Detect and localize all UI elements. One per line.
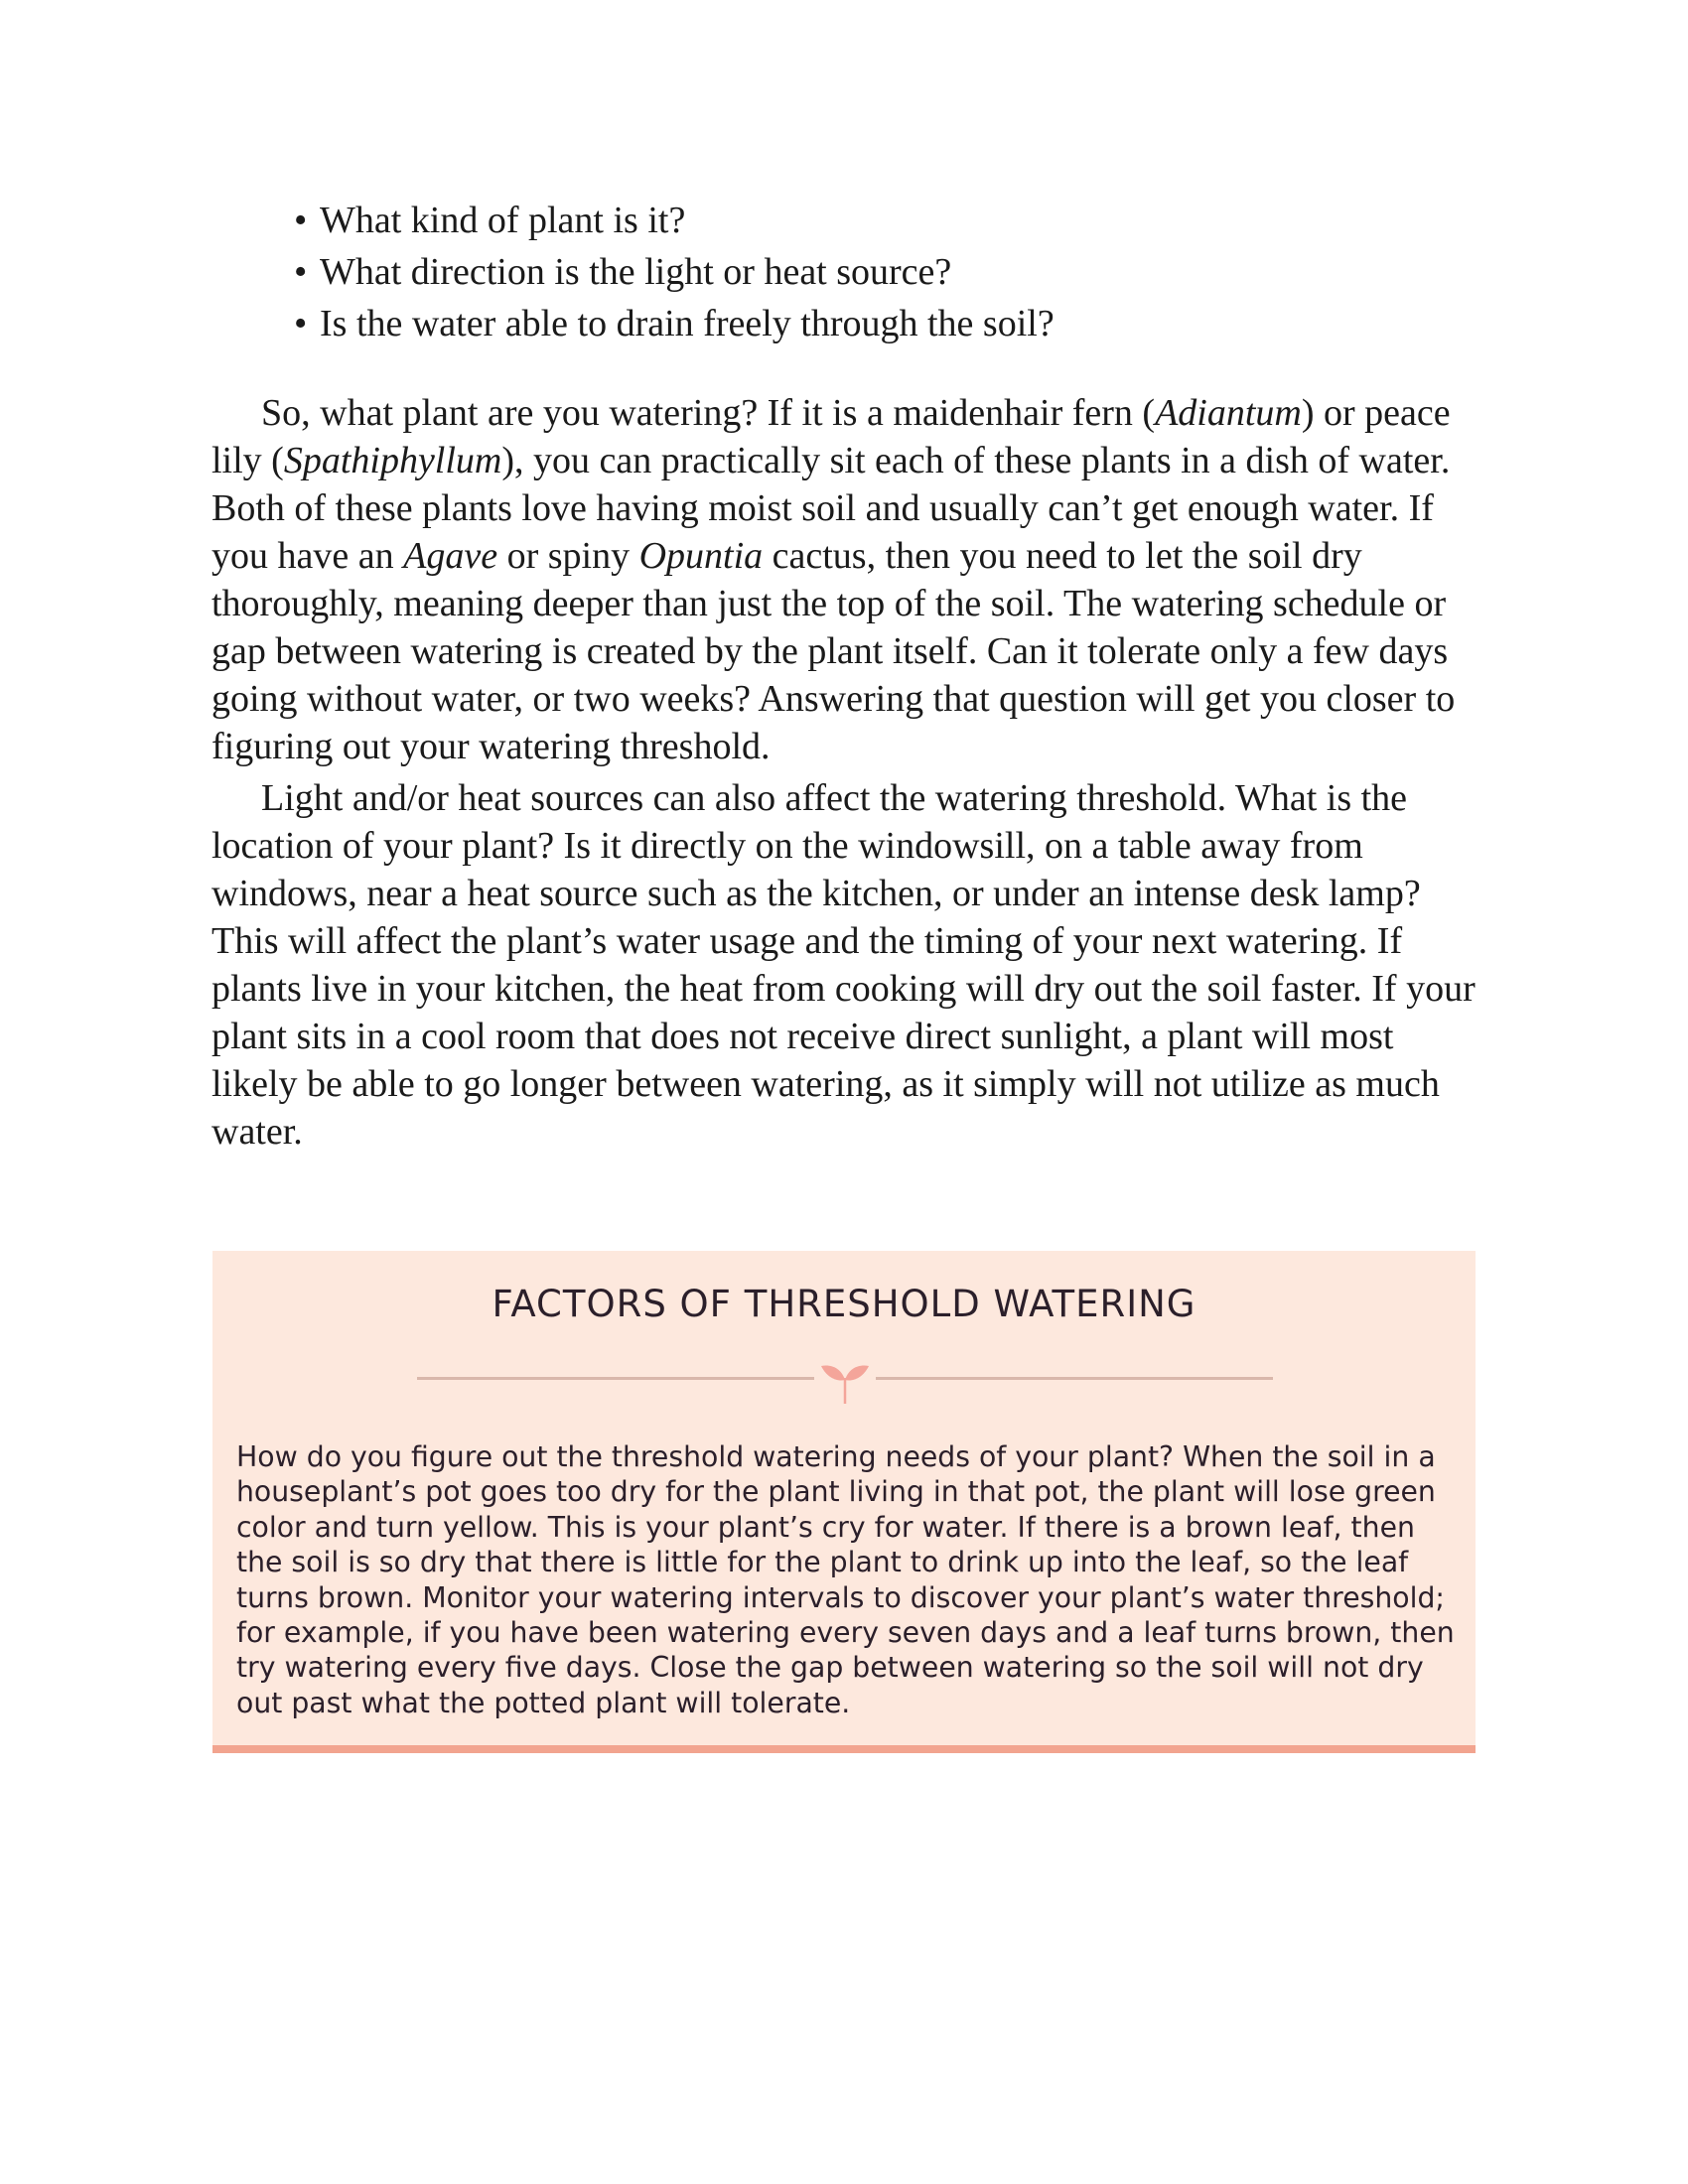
paragraph-light-heat: Light and/or heat sources can also affect the watering threshold. What is the location of your plant? Is it directly on the windowsill, on a table away from windows, near a heat source such as the kitchen, or under an intense desk lamp? This will affect the plant’s water usage and the timing of your next watering. If plants live in your kitchen, the heat from cooking will dry out the soil faster. If your plant sits in a cool room that does not receive direct sunlight, a plant will most likely be able to go longer between watering, as it simply will not utilize as much water.	[211, 777, 1476, 1153]
sprout-icon	[815, 1358, 875, 1406]
divider-line	[876, 1377, 1273, 1380]
list-item: • Is the water able to drain freely through the soil?	[294, 303, 1055, 344]
list-item: • What kind of plant is it?	[294, 200, 686, 241]
sidebar-body: How do you figure out the threshold watering needs of your plant? When the soil in a houseplant’s pot goes too dry for the plant living in that pot, the plant will lose green color and turn yellow. This is your plant’s cry for water. If there is a brown leaf, then the soil is so dry that there is little for the plant to drink up into the leaf, so the leaf turns brown. Monitor your watering intervals to discover your plant’s water threshold; for example, if you have been watering every seven days and a leaf turns brown, then try watering every five days. Close the gap between watering so the soil will not dry out past what the potted plant will tolerate.	[236, 1440, 1455, 1719]
sidebar-box	[212, 1251, 1476, 1753]
paragraph-plant-type: So, what plant are you watering? If it is a maidenhair fern (Adiantum) or peace lily (Spathiphyllum), you can practically sit each of these plants in a dish of water. Both of these plants love having moist soil and usually can’t get enough water. If you have an Agave or spiny Opuntia cactus, then you need to let the soil dry thoroughly, meaning deeper than just the top of the soil. The watering schedule or gap between watering is created by the plant itself. Can it tolerate only a few days going without water, or two weeks? Answering that question will get you closer to figuring out your watering threshold.	[211, 392, 1456, 767]
divider-line	[417, 1377, 814, 1380]
question-list	[294, 195, 1055, 349]
ornamental-divider	[417, 1358, 1273, 1402]
list-item: • What direction is the light or heat source?	[294, 251, 952, 293]
sidebar-title: FACTORS OF THRESHOLD WATERING	[492, 1283, 1196, 1325]
body-text	[211, 389, 1482, 1160]
